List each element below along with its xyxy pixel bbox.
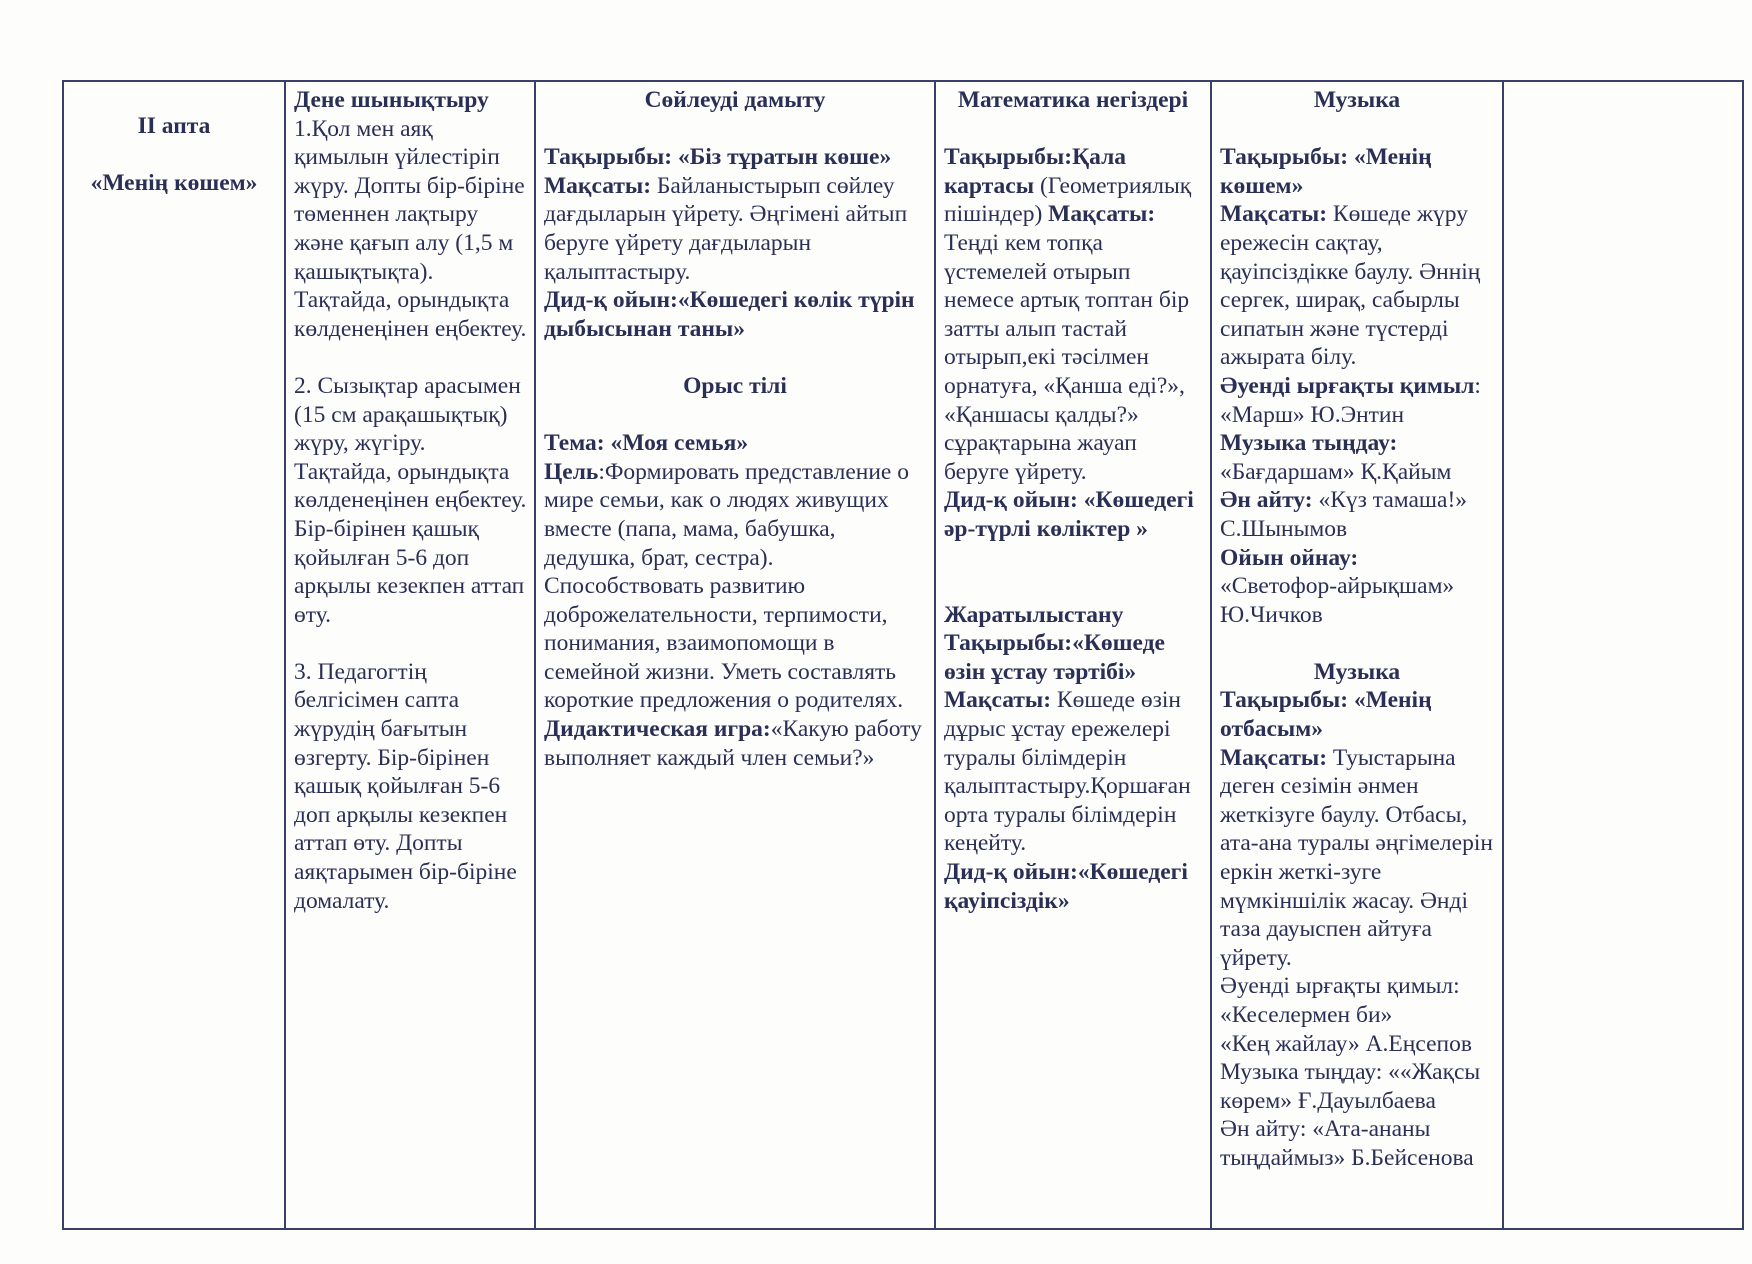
weekly-plan-table bbox=[62, 80, 1744, 1230]
music-sing-label: Ән айту: bbox=[1220, 487, 1313, 514]
math-topic-label: Тақырыбы:Қала картасы bbox=[944, 144, 1126, 199]
nature-goal-label: Мақсаты: bbox=[944, 687, 1052, 714]
math-game: Дид-қ ойын: «Көшедегі әр-түрлі көліктер » bbox=[944, 487, 1194, 542]
nature-game: Дид-қ ойын:«Көшедегі қауіпсіздік» bbox=[944, 859, 1188, 914]
music-goal-text: Көшеде жүру ережесін сақтау, қауіпсіздікке баулу. Әннің сергек, ширақ, сабырлы сипатын және түстерді ажырата білу. bbox=[1220, 201, 1481, 371]
music-rhythm-colon: : bbox=[1474, 372, 1481, 399]
music-cell bbox=[1211, 81, 1503, 1229]
speech-game: Дид-қ ойын:«Көшедегі көлік түрін дыбысынан таны» bbox=[544, 287, 915, 342]
week-theme: «Менің көшем» bbox=[90, 170, 258, 197]
russian-goal-label: Цель bbox=[544, 458, 599, 485]
music-title-2: Музыка bbox=[1313, 658, 1401, 685]
russian-game-label: Дидактическая игра: bbox=[544, 716, 771, 743]
physical-item-1: 1.Қол мен аяқ қимылын үйлестіріп жүру. Допты бір-біріне төменнен лақтыру және қағып алу (1,5 м қашықтықта). Тақтайда, орындықта көлденеңінен еңбектеу. bbox=[294, 115, 527, 342]
music-goal-2 bbox=[1220, 744, 1494, 973]
week-label: II апта bbox=[137, 113, 211, 139]
music-listen-2: Музыка тыңдау: ««Жақсы көрем» Ғ.Дауылбаева bbox=[1220, 1059, 1481, 1114]
speech-goal-text: Байланыстырып сөйлеу дағдыларын үйрету. Әңгімені айтып беруге үйрету дағдыларын қалыптастыру. bbox=[544, 172, 908, 285]
table-row bbox=[63, 81, 1743, 1229]
nature-goal bbox=[944, 686, 1202, 858]
physical-title: Дене шынықтыру bbox=[294, 87, 489, 113]
russian-game bbox=[544, 715, 926, 772]
nature-title: Жаратылыстану bbox=[944, 601, 1124, 628]
music-goal-2-label: Мақсаты: bbox=[1220, 744, 1328, 771]
music-listen-label: Музыка тыңдау: bbox=[1220, 430, 1398, 457]
physical-item-3: 3. Педагогтің белгісімен сапта жүрудің бағытын өзгерту. Бір-бірінен қашық қойылған 5-6 доп арқылы кезекпен аттап өту. Допты аяқтарымен бір-біріне домалату. bbox=[294, 658, 517, 914]
speech-topic: Тақырыбы: «Біз тұратын көше» bbox=[544, 144, 892, 171]
russian-goal bbox=[544, 458, 926, 715]
music-topic-2: Тақырыбы: «Менің отбасым» bbox=[1220, 687, 1432, 743]
music-rhythm-label: Әуенді ырғақты қимыл bbox=[1220, 372, 1475, 399]
speech-goal-label: Мақсаты: bbox=[544, 172, 652, 199]
music-title: Музыка bbox=[1313, 87, 1401, 113]
russian-title: Орыс тілі bbox=[683, 372, 787, 399]
music-goal-label: Мақсаты: bbox=[1220, 201, 1328, 228]
music-rhythm bbox=[1220, 372, 1494, 401]
music-topic: Тақырыбы: «Менің көшем» bbox=[1220, 144, 1432, 199]
math-goal-text: Теңді кем топқа үстемелей отырып немесе артық топтан бір затты алып тастай отырып,екі тәсілмен орнатуға, «Қанша еді?», «Қаншасы қалды?» сұрақтарына жауап беруге үйрету. bbox=[944, 229, 1190, 485]
math-topic bbox=[944, 143, 1202, 486]
russian-goal-text: :Формировать представление о мире семьи, как о людях живущих вместе (папа, мама, бабушка, дедушка, брат, сестра). Способствовать развитию доброжелательности, терпимости, понимания, взаимопомощи в семейной жизни. Уметь составлять короткие предложения о родителях. bbox=[544, 458, 909, 714]
empty-cell bbox=[1503, 81, 1743, 1229]
music-rhythm-song: «Марш» Ю.Энтин bbox=[1220, 401, 1405, 428]
physical-item-2-cont: Бір-бірінен қашық қойылған 5-6 доп арқылы кезекпен аттап өту. bbox=[294, 515, 525, 628]
music-goal bbox=[1220, 200, 1494, 372]
music-song-2: «Кең жайлау» А.Еңсепов bbox=[1220, 1030, 1472, 1057]
music-listen-song: «Бағдаршам» Қ.Қайым bbox=[1220, 458, 1452, 485]
music-rhythm-2: Әуенді ырғақты қимыл: «Кеселермен би» bbox=[1220, 973, 1460, 1028]
nature-topic: Тақырыбы:«Көшеде өзін ұстау тәртібі» bbox=[944, 630, 1165, 685]
week-cell bbox=[63, 81, 285, 1229]
russian-topic: Тема: «Моя семья» bbox=[544, 430, 749, 457]
math-goal-label: Мақсаты: bbox=[1048, 201, 1156, 228]
music-play-label: Ойын ойнау: bbox=[1220, 544, 1359, 571]
physical-education-cell bbox=[285, 81, 535, 1229]
nature-goal-text: Көшеде өзін дұрыс ұстау ережелері туралы білімдерін қалыптастыру.Қоршаған орта туралы білімдерін кеңейту. bbox=[944, 687, 1191, 857]
math-cell bbox=[935, 81, 1211, 1229]
physical-item-2: 2. Сызықтар арасымен (15 см арақашықтық) жүру, жүгіру. Тақтайда, орындықта көлденеңінен еңбектеу. bbox=[294, 372, 527, 514]
math-topic-text: (Геометриялық пішіндер) bbox=[944, 172, 1192, 228]
speech-goal bbox=[544, 172, 926, 286]
music-sing-2: Ән айту: «Ата-ананы тыңдаймыз» Б.Бейсенова bbox=[1220, 1116, 1474, 1171]
music-play-text: «Светофор-айрықшам» Ю.Чичков bbox=[1220, 573, 1455, 628]
math-title: Математика негіздері bbox=[957, 87, 1189, 113]
music-sing-text: «Күз тамаша!» С.Шынымов bbox=[1220, 487, 1468, 542]
speech-cell bbox=[535, 81, 935, 1229]
music-sing bbox=[1220, 486, 1494, 543]
russian-game-text: «Какую работу выполняет каждый член семьи?» bbox=[544, 716, 922, 771]
speech-title: Сөйлеуді дамыту bbox=[644, 87, 826, 113]
music-goal-2-text: Туыстарына деген сезімін әнмен жеткізуге баулу. Отбасы, ата-ана туралы әңгімелерін еркін жеткі-зуге мүмкіншілік жасау. Әнді таза дауыспен айтуға үйрету. bbox=[1220, 744, 1493, 971]
